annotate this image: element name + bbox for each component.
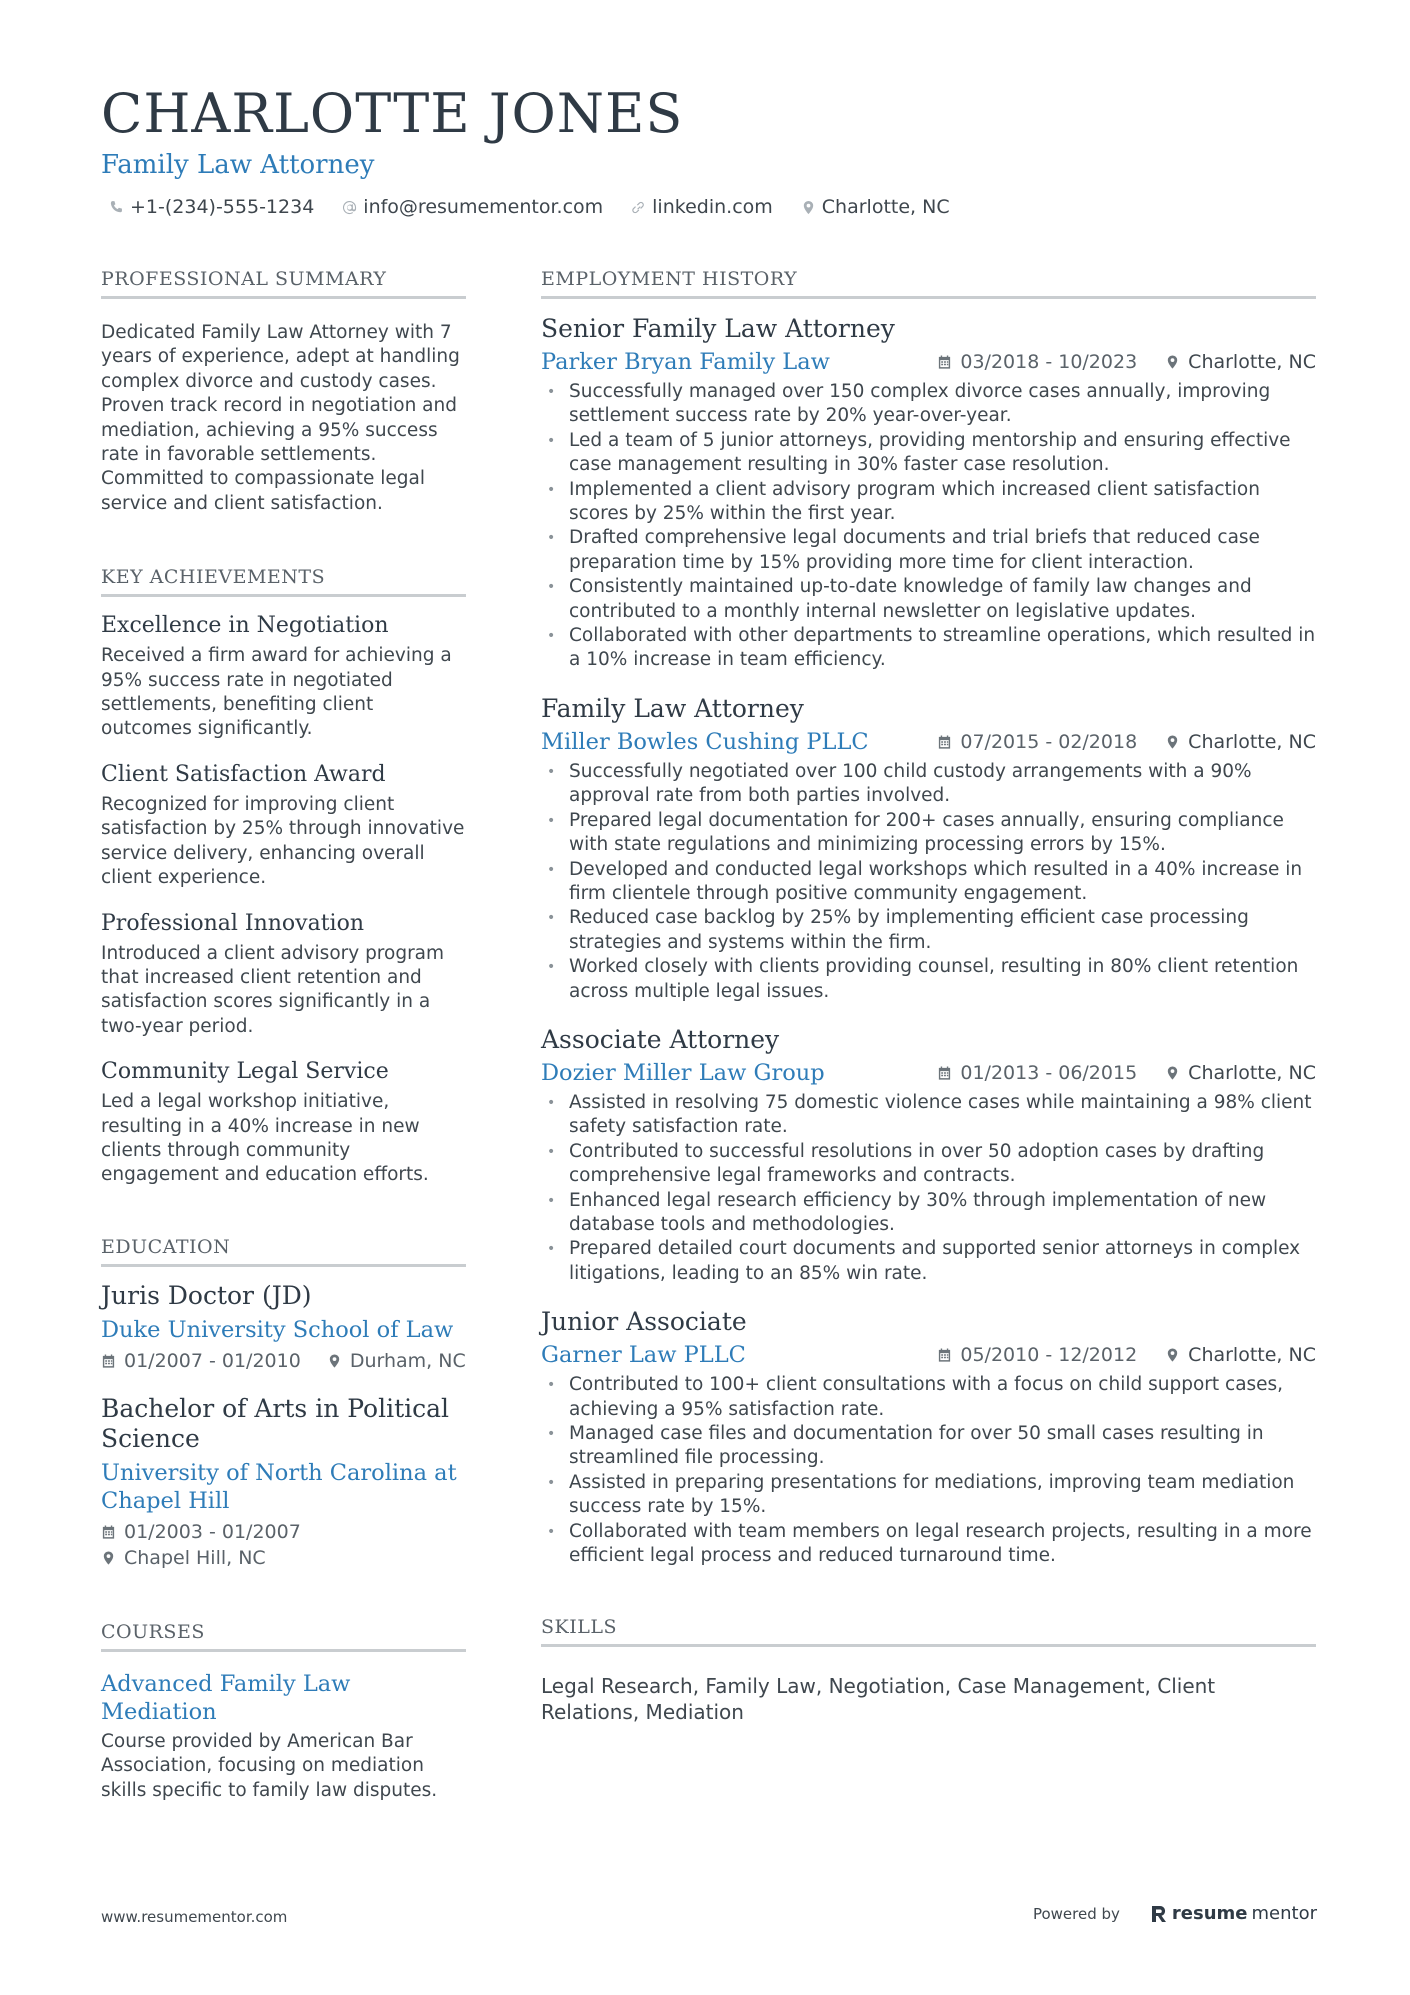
job-entry	[541, 1024, 1316, 1286]
job-list	[541, 313, 1316, 1568]
job-bullet: • Developed and conducted legal workshops which resulted in a 40% increase in firm clientele through positive community engagement.	[541, 858, 1316, 907]
job-bullet: • Reduced case backlog by 25% by implementing efficient case processing strategies and systems within the firm.	[541, 906, 1316, 955]
achievement-title: Professional Innovation	[101, 910, 365, 936]
job-location	[1165, 1060, 1316, 1086]
achievements-section	[101, 566, 466, 1188]
achievement-text: Recognized for improving client satisfaction by 25% through innovative service delivery, enhancing overall client experience.	[101, 793, 465, 889]
job-bullet: • Assisted in resolving 75 domestic violence cases while maintaining a 98% client safety satisfaction rate.	[541, 1091, 1316, 1140]
phone-icon	[109, 200, 124, 215]
location-text: Charlotte, NC	[821, 196, 950, 218]
education-location-text: Durham, NC	[349, 1349, 466, 1372]
job-bullet: • Contributed to successful resolutions in over 50 adoption cases by drafting comprehensive legal frameworks and contracts.	[541, 1140, 1316, 1189]
job-bullet: • Led a team of 5 junior attorneys, providing mentorship and ensuring effective case management resulting in 30% faster case resolution.	[541, 429, 1316, 478]
courses-section	[101, 1621, 466, 1803]
calendar-icon	[937, 354, 952, 370]
job-dates	[937, 729, 1137, 755]
education-degree: Bachelor of Arts in Political Science	[101, 1393, 450, 1453]
footer-branding	[1033, 1903, 1317, 1924]
achievement-item	[101, 611, 466, 742]
skills-section	[541, 1616, 1316, 1725]
map-pin-icon	[327, 1353, 342, 1369]
calendar-icon	[937, 1065, 952, 1081]
achievements-heading: KEY ACHIEVEMENTS	[101, 566, 466, 597]
map-pin-icon	[1165, 1347, 1180, 1363]
job-subheader	[541, 728, 1316, 756]
job-dates-text: 03/2018 - 10/2023	[960, 351, 1138, 373]
job-dates	[937, 1060, 1137, 1086]
powered-by-text: Powered by	[1032, 1904, 1120, 1923]
education-section	[101, 1236, 466, 1571]
job-bullet: • Consistently maintained up-to-date knowledge of family law changes and contributed to a monthly internal newsletter on legislative updates.	[541, 575, 1316, 624]
job-bullet: • Assisted in preparing presentations for mediations, improving team mediation success rate by 15%.	[541, 1471, 1316, 1520]
job-meta	[937, 1342, 1316, 1368]
education-meta	[101, 1519, 466, 1571]
course-text: Course provided by American Bar Association, focusing on mediation skills specific to family law disputes.	[101, 1730, 438, 1801]
map-pin-icon	[801, 200, 816, 215]
left-column	[101, 268, 466, 1803]
job-title: Senior Family Law Attorney	[541, 314, 895, 343]
course-title: Advanced Family Law Mediation	[101, 1670, 351, 1725]
job-bullet: • Implemented a client advisory program which increased client satisfaction scores by 25% within the first year.	[541, 478, 1316, 527]
job-dates-text: 01/2013 - 06/2015	[960, 1061, 1138, 1084]
achievement-item	[101, 760, 466, 891]
job-location	[1165, 729, 1316, 755]
achievement-text: Received a firm award for achieving a 95% success rate in negotiated settlements, benefiting client outcomes significantly.	[101, 645, 452, 740]
contact-location	[801, 196, 950, 218]
phone-text: +1-(234)-555-1234	[130, 196, 315, 218]
skills-text: Legal Research, Family Law, Negotiation, Case Management, Client Relations, Mediation	[541, 1674, 1216, 1725]
brand-name-light: mentor	[1251, 1903, 1317, 1924]
job-location-text: Charlotte, NC	[1188, 730, 1316, 753]
employment-heading: EMPLOYMENT HISTORY	[541, 268, 1316, 299]
calendar-icon	[101, 1524, 116, 1540]
achievement-title: Community Legal Service	[101, 1059, 389, 1085]
job-location	[1165, 1342, 1316, 1368]
job-bullet: • Collaborated with other departments to streamline operations, which resulted in a 10% increase in team efficiency.	[541, 624, 1316, 673]
education-school: University of North Carolina at Chapel Hill	[101, 1459, 457, 1514]
education-location-text: Chapel Hill, NC	[124, 1546, 266, 1569]
achievement-title: Excellence in Negotiation	[101, 613, 389, 639]
candidate-title: Family Law Attorney	[101, 150, 375, 180]
job-title: Associate Attorney	[541, 1024, 780, 1054]
job-bullet: • Worked closely with clients providing counsel, resulting in 80% client retention across multiple legal issues.	[541, 955, 1316, 1004]
job-bullets	[541, 760, 1316, 1004]
job-title: Family Law Attorney	[541, 693, 804, 723]
job-bullet: • Prepared detailed court documents and supported senior attorneys in complex litigations, leading to an 85% win rate.	[541, 1237, 1316, 1286]
map-pin-icon	[1165, 1065, 1180, 1081]
brand-logo[interactable]	[1150, 1903, 1317, 1924]
education-meta	[101, 1348, 466, 1374]
resume-header	[101, 80, 1321, 218]
education-degree: Juris Doctor (JD)	[101, 1280, 312, 1310]
job-subheader	[541, 1341, 1316, 1369]
job-meta	[937, 729, 1316, 755]
summary-heading: PROFESSIONAL SUMMARY	[101, 268, 466, 299]
job-meta	[937, 1060, 1316, 1086]
job-subheader	[541, 1059, 1316, 1087]
job-dates	[937, 349, 1137, 375]
employment-section	[541, 268, 1316, 1568]
job-bullet: • Contributed to 100+ client consultations with a focus on child support cases, achieving a 95% satisfaction rate.	[541, 1373, 1316, 1422]
education-dates	[101, 1348, 301, 1374]
achievement-title: Client Satisfaction Award	[101, 761, 386, 787]
brand-logo-icon	[1150, 1904, 1168, 1924]
linkedin-text: linkedin.com	[652, 196, 773, 218]
skills-heading: SKILLS	[541, 1616, 1316, 1647]
job-bullet: • Drafted comprehensive legal documents and trial briefs that reduced case preparation time by 15% providing more time for client interaction.	[541, 526, 1316, 575]
achievements-list	[101, 611, 466, 1188]
job-bullet: • Collaborated with team members on legal research projects, resulting in a more efficient legal process and reduced turnaround time.	[541, 1520, 1316, 1569]
job-company: Garner Law PLLC	[541, 1342, 746, 1369]
job-dates	[937, 1342, 1137, 1368]
job-bullets	[541, 1091, 1316, 1286]
brand-name-bold: resume	[1171, 1903, 1248, 1924]
contact-bar	[101, 196, 1321, 218]
education-location	[101, 1545, 466, 1571]
education-school: Duke University School of Law	[101, 1316, 454, 1343]
achievement-item	[101, 909, 466, 1040]
job-location-text: Charlotte, NC	[1188, 1061, 1316, 1084]
education-dates	[101, 1519, 466, 1545]
job-company: Parker Bryan Family Law	[541, 349, 830, 375]
job-bullet: • Successfully negotiated over 100 child custody arrangements with a 90% approval rate from both parties involved.	[541, 760, 1316, 809]
education-dates-text: 01/2003 - 01/2007	[124, 1520, 301, 1543]
job-company: Miller Bowles Cushing PLLC	[541, 728, 869, 755]
calendar-icon	[937, 734, 952, 750]
job-bullet: • Enhanced legal research efficiency by 30% through implementation of new database tools and methodologies.	[541, 1189, 1316, 1238]
achievement-text: Led a legal workshop initiative, resulting in a 40% increase in new clients through community engagement and education efforts.	[101, 1091, 429, 1186]
job-dates-text: 07/2015 - 02/2018	[960, 730, 1138, 753]
right-column	[541, 268, 1316, 1725]
course-item	[101, 1670, 466, 1803]
job-meta	[937, 349, 1316, 375]
job-subheader	[541, 348, 1316, 376]
map-pin-icon	[1165, 354, 1180, 370]
contact-phone[interactable]	[109, 196, 314, 218]
contact-email[interactable]	[342, 196, 603, 218]
at-icon	[342, 200, 357, 215]
achievement-text: Introduced a client advisory program that increased client retention and satisfaction scores significantly in a two-year period.	[101, 942, 445, 1037]
contact-linkedin[interactable]	[631, 196, 773, 218]
education-heading: EDUCATION	[101, 1236, 466, 1267]
job-location-text: Charlotte, NC	[1188, 351, 1316, 373]
job-location-text: Charlotte, NC	[1188, 1344, 1316, 1367]
education-item	[101, 1281, 466, 1374]
link-icon	[631, 200, 646, 215]
map-pin-icon	[1165, 734, 1180, 750]
job-title: Junior Associate	[541, 1307, 747, 1337]
achievement-item	[101, 1057, 466, 1188]
calendar-icon	[101, 1353, 116, 1369]
education-dates-text: 01/2007 - 01/2010	[124, 1349, 301, 1372]
summary-section	[101, 268, 466, 516]
job-bullet: • Prepared legal documentation for 200+ cases annually, ensuring compliance with state regulations and minimizing processing errors by 15%.	[541, 809, 1316, 858]
job-entry	[541, 313, 1316, 673]
email-text: info@resumementor.com	[363, 196, 604, 218]
job-dates-text: 05/2010 - 12/2012	[960, 1344, 1138, 1367]
education-location	[327, 1348, 466, 1374]
job-bullets	[541, 380, 1316, 673]
job-bullets	[541, 1373, 1316, 1568]
map-pin-icon	[101, 1550, 116, 1566]
job-entry	[541, 1306, 1316, 1568]
job-company: Dozier Miller Law Group	[541, 1059, 825, 1086]
job-entry	[541, 693, 1316, 1004]
education-item	[101, 1394, 466, 1571]
summary-text: Dedicated Family Law Attorney with 7 years of experience, adept at handling complex divorce and custody cases. Proven track record in negotiation and mediation, achieving a 95% success rate in favorable settlements. Committed to compassionate legal service and client satisfaction.	[101, 322, 460, 514]
candidate-name: CHARLOTTE JONES	[101, 82, 684, 145]
footer-website[interactable]: www.resumementor.com	[101, 1908, 288, 1926]
calendar-icon	[937, 1347, 952, 1363]
courses-heading: COURSES	[101, 1621, 466, 1652]
job-location	[1165, 349, 1316, 375]
job-bullet: • Managed case files and documentation for over 50 small cases resulting in streamlined file processing.	[541, 1422, 1316, 1471]
job-bullet: • Successfully managed over 150 complex divorce cases annually, improving settlement success rate by 20% year-over-year.	[541, 380, 1316, 429]
